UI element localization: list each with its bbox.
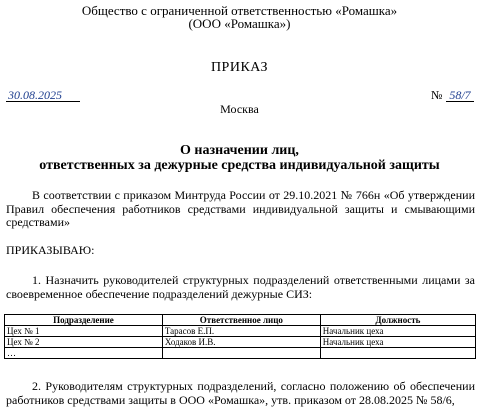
preamble-paragraph: В соответствии с приказом Минтруда России от 29.10.2021 № 766н «Об утверждении Правил обеспечения работников средствами индивидуальной защиты и смывающими средствами»	[6, 188, 475, 229]
responsible-persons-table	[4, 314, 476, 359]
order-number-field[interactable]: 58/7	[446, 89, 474, 102]
table-cell-responsible: Тарасов Е.П.	[162, 326, 320, 337]
city-name: Москва	[220, 102, 259, 116]
item-1-paragraph: 1. Назначить руководителей структурных подразделений ответственными лицами за своевременное обеспечение подразделений дежурные СИЗ:	[6, 273, 475, 301]
document-title: ПРИКАЗ	[210, 60, 269, 75]
table-row	[5, 337, 476, 348]
table-header-row	[5, 315, 476, 326]
table-cell-department: Цех № 2	[5, 337, 163, 348]
table-cell-responsible: Ходаков И.В.	[162, 337, 320, 348]
item-2-paragraph: 2. Руководителям структурных подразделений, согласно положению об обеспечении работников средствами защиты в ООО «Ромашка», утв. приказом от 28.08.2025 № 58/6,	[6, 379, 475, 407]
order-date-field[interactable]: 30.08.2025	[6, 89, 80, 102]
column-header-position: Должность	[320, 315, 475, 326]
table-cell-position	[320, 348, 475, 359]
table-row	[5, 326, 476, 337]
table-cell-responsible	[162, 348, 320, 359]
table-row	[5, 348, 476, 359]
table-cell-department: Цех № 1	[5, 326, 163, 337]
table-cell-department: …	[5, 348, 163, 359]
column-header-responsible: Ответственное лицо	[162, 315, 320, 326]
organization-full-name: Общество с ограниченной ответственностью «Ромашка»	[81, 3, 398, 18]
order-word: ПРИКАЗЫВАЮ:	[6, 243, 95, 257]
order-subject-line-1: О назначении лиц,	[180, 143, 299, 158]
order-number-label: №	[431, 88, 443, 102]
table-cell-position: Начальник цеха	[320, 326, 475, 337]
table-cell-position: Начальник цеха	[320, 337, 475, 348]
order-subject-line-2: ответственных за дежурные средства индивидуальной защиты	[39, 158, 440, 173]
column-header-department: Подразделение	[5, 315, 163, 326]
organization-short-name: (ООО «Ромашка»)	[188, 16, 291, 31]
